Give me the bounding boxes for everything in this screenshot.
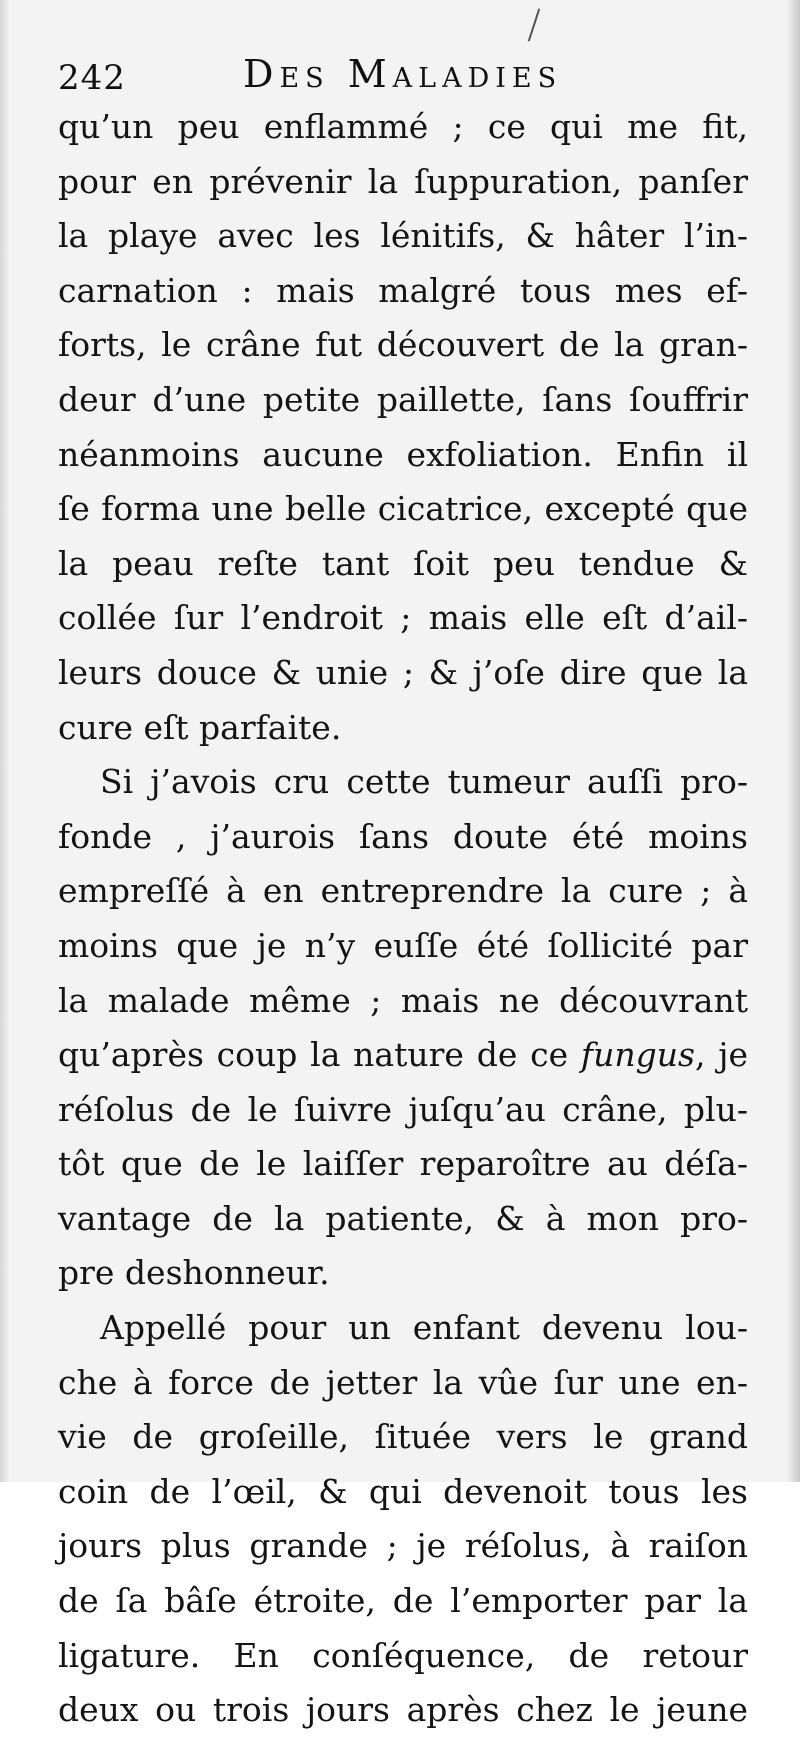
- text-line: moins que je n’y euſſe été ſollicité par: [58, 925, 748, 965]
- text-line-segment: , je: [694, 1035, 748, 1075]
- paragraph-end-line: cure eſt parfaite.: [58, 707, 342, 747]
- text-line: deur d’une petite paillette, ſans ſouffrir: [58, 379, 748, 419]
- italic-word: fungus: [580, 1035, 695, 1075]
- text-line-segment: qu’après coup la nature de ce: [58, 1035, 569, 1075]
- page-number: 242: [58, 58, 126, 98]
- text-line: forts, le crâne fut découvert de la gran-: [58, 325, 748, 365]
- text-line: qu’un peu enflammé ; ce qui me fit,: [58, 107, 748, 146]
- text-line: jours plus grande ; je réſolus, à raiſon: [58, 1526, 748, 1566]
- text-line: pour en prévenir la ſuppuration, panſer: [58, 161, 748, 201]
- text-line: deux ou trois jours après chez le jeune: [58, 1690, 748, 1730]
- text-line: coin de l’œil, & qui devenoit tous les: [58, 1471, 748, 1511]
- text-line: collée ſur l’endroit ; mais elle eſt d’ail-: [58, 598, 748, 638]
- text-line: vantage de la patiente, & à mon pro-: [58, 1198, 748, 1238]
- text-line: vie de groſeille, ſituée vers le grand: [58, 1417, 748, 1457]
- running-head: Des Maladies: [243, 52, 563, 96]
- text-line: ligature. En conſéquence, de retour: [58, 1635, 748, 1675]
- text-line: empreſſé à en entreprendre la cure ; à: [58, 871, 748, 911]
- page-edge-left: [0, 0, 10, 1482]
- page-header: [58, 50, 748, 100]
- text-line: tôt que de le laiſſer reparoître au déſa-: [58, 1144, 748, 1184]
- text-line: la malade même ; mais ne découvrant: [58, 980, 748, 1020]
- text-line: che à force de jetter la vûe ſur une en-: [58, 1362, 748, 1402]
- text-line: néanmoins aucune exfoliation. Enfin il: [58, 434, 748, 474]
- paragraph-start-line: Appellé pour un enfant devenu lou-: [100, 1308, 748, 1348]
- paragraph-start-line: Si j’avois cru cette tumeur auſſi pro-: [100, 762, 748, 802]
- text-line: leurs douce & unie ; & j’oſe dire que la: [58, 652, 748, 692]
- text-line: fonde , j’aurois ſans doute été moins: [58, 816, 748, 856]
- text-line: la peau reſte tant ſoit peu tendue &: [58, 543, 748, 583]
- text-line: la playe avec les lénitifs, & hâter l’in-: [58, 216, 748, 256]
- page-edge-right: [786, 0, 800, 1482]
- paragraph-end-line: pre deshonneur.: [58, 1253, 330, 1293]
- text-line: ſe forma une belle cicatrice, excepté que: [58, 489, 748, 529]
- text-line: de ſa bâſe étroite, de l’emporter par la: [58, 1581, 748, 1621]
- text-line: carnation : mais malgré tous mes ef-: [58, 270, 748, 310]
- text-line-with-italic: [58, 1028, 748, 1083]
- body-text: [58, 100, 748, 1738]
- text-line: réſolus de le ſuivre juſqu’au crâne, plu-: [58, 1089, 748, 1129]
